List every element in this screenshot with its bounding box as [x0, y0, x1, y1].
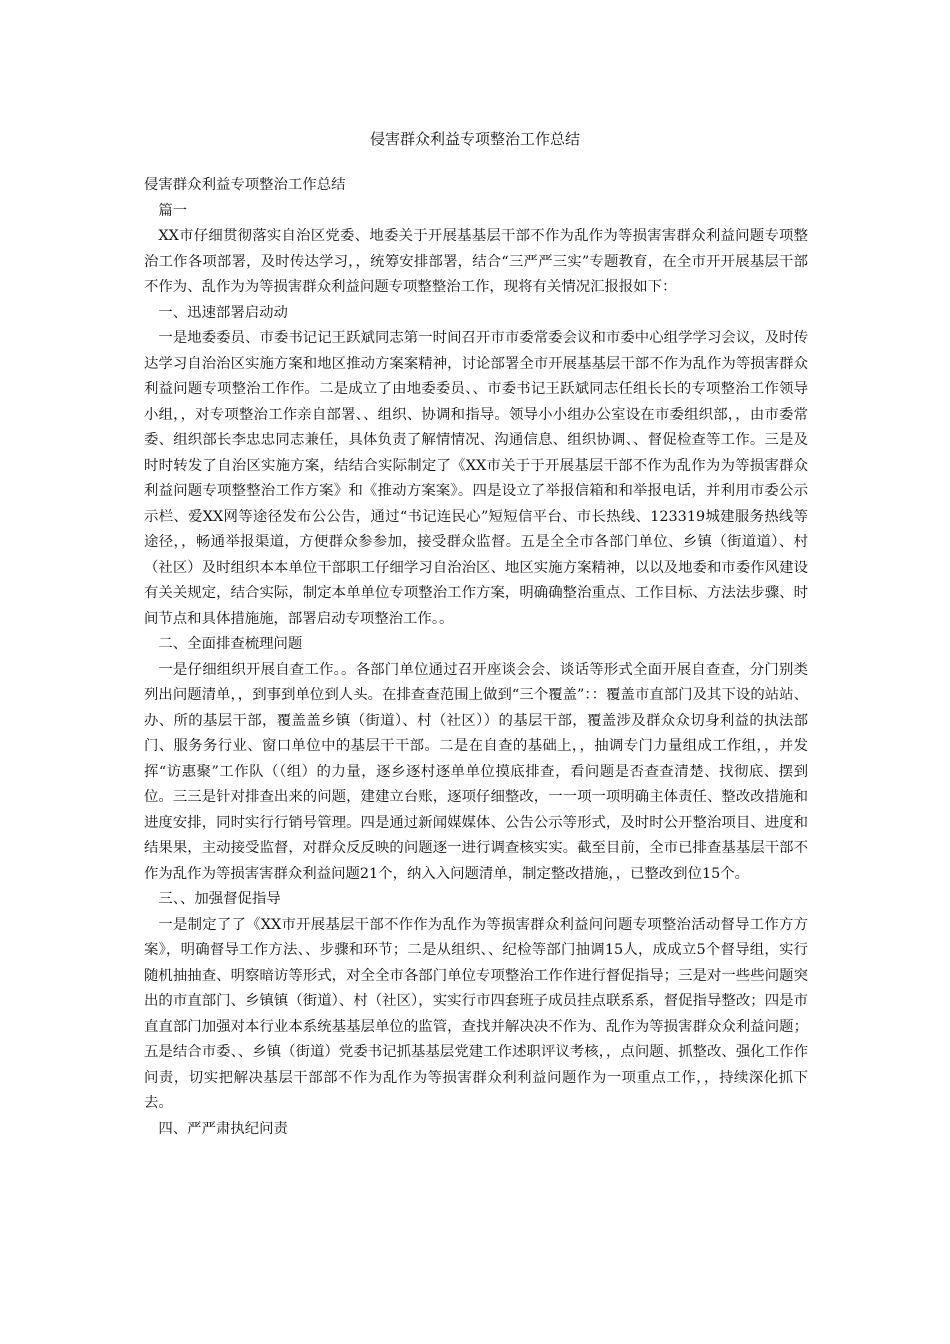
- section-1-paragraph: 一是地委委员、市委书记记王跃斌同志第一时间召开市市委常委会议和市委中心组学学习会议，及时传达学习自治治区实施方案和地区推动方案案精神，讨论部署全市开展基基层干部不作为乱作为等损害群众利益问题专项整治工作作。二是成立了由地委委员、、市委书记王跃斌同志任组长长的专项整治工作领导小组，，对专项整治工作亲自部署、、组织、协调和指导。领导小小组办公室设在市委组织部，，由市委常委、组织部长李忠忠同志兼任，具体负责了解情情况、沟通信息、组织协调、、督促检查等工作。三是及时时转发了自治区实施方案，结结合实际制定了《XX市关于于开展基层干部不作为乱作为为等损害群众利益问题专项整整治工作方案》和《推动方案案》。四是设立了举报信箱和和举报电话，并利用市委公示示栏、爱XX网等途径发布公公告，通过“书记连民心”短短信平台、市长热线、123319城建服务热线等途径，，畅通举报渠道，方便群众参参加，接受群众监督。五是全全市各部门单位、乡镇（街道道）、村（社区）及时组织本本单位干部职工仔细学习自治治区、地区实施方案精神，以以及地委和市委作风建设有关关规定，结合实际，制定本单单位专项整治工作方案，明确确整治重点、工作目标、方法法步骤、时间节点和具体措施施，部署启动专项整治工作。。: [144, 330, 808, 627]
- body-heading: 侵害群众利益专项整治工作总结: [144, 177, 346, 193]
- document-title: 侵害群众利益专项整治工作总结: [369, 130, 580, 148]
- section-heading-3: 三、、加强督促指导: [158, 891, 281, 907]
- section-heading-4: 四、严严肃执纪问责: [158, 1120, 288, 1137]
- section-2-paragraph: 一是仔细组织开展自查工作。。各部门单位通过召开座谈会会、谈话等形式全面开展自查查，分门别类列出问题清单，，到事到单位到人头。在排查查范围上做到“三个覆盖”：：覆盖市直部门及其下设的站站、办、所的基层干部，覆盖盖乡镇（街道）、村（社区））的基层干部，覆盖涉及群众众切身利益的执法部门、服务务行业、窗口单位中的基层干干部。二是在自查的基础上，，抽调专门力量组成工作组，，并发挥“访惠聚”工作队（（组）的力量，逐乡逐村逐单单位摸底排查，看问题是否查查清楚、找彻底、摆到位。三三是针对排查出来的问题，建建立台账，逐项仔细整改，一一项一项明确主体责任、整改改措施和进度安排，同时实行行销号管理。四是通过新闻媒媒体、公告公示等形式，及时时公开整治项目、进度和结果果，主动接受监督，对群众反反映的问题逐一进行调查核实实。截至目前，全市已排查基基层干部不作为乱作为等损害害群众利益问题21个，纳入入问题清单，制定整改措施，，已整改到位15个。: [144, 661, 808, 882]
- section-heading-2: 二、全面排查梳理问题: [158, 636, 303, 652]
- section-heading-1: 一、迅速部署启动动: [158, 304, 288, 321]
- intro-paragraph: XX市仔细贯彻落实自治区党委、地委关于开展基基层干部不作为乱作为等损害害群众利益问题专项整治工作各项部署，及时传达学习，，统筹安排部署，结合“三严严三实”专题教育，在全市开开展基层干部不作为、乱作为为等损害群众利益问题专项整整治工作，现将有关情况汇报报如下：: [144, 228, 808, 295]
- section-label-part-one: 篇一: [158, 202, 188, 219]
- document-body: [144, 173, 808, 1142]
- section-3-paragraph: 一是制定了了《XX市开展基层干部不作作为乱作为等损害群众利益问问题专项整治活动督导工作方方案》，明确督导工作方法、、步骤和环节；二是从组织、、纪检等部门抽调15人，成成立5个督导组，实行随机抽抽查、明察暗访等形式，对全全市各部门单位专项整治工作作进行督促指导；三是对一些些问题突出的市直部门、乡镇镇（街道）、村（社区），实实行市四套班子成员挂点联系系，督促指导整改；四是市直直部门加强对本行业本系统基基层单位的监管，查找并解决决不作为、乱作为等损害群众众利益问题；五是结合市委、、乡镇（街道）党委书记抓基基层党建工作述职评议考核，，点问题、抓整改、强化工作作问责，切实把解决基层干部部不作为乱作为等损害群众利利益问题作为一项重点工作，，持续深化抓下去。: [144, 916, 808, 1111]
